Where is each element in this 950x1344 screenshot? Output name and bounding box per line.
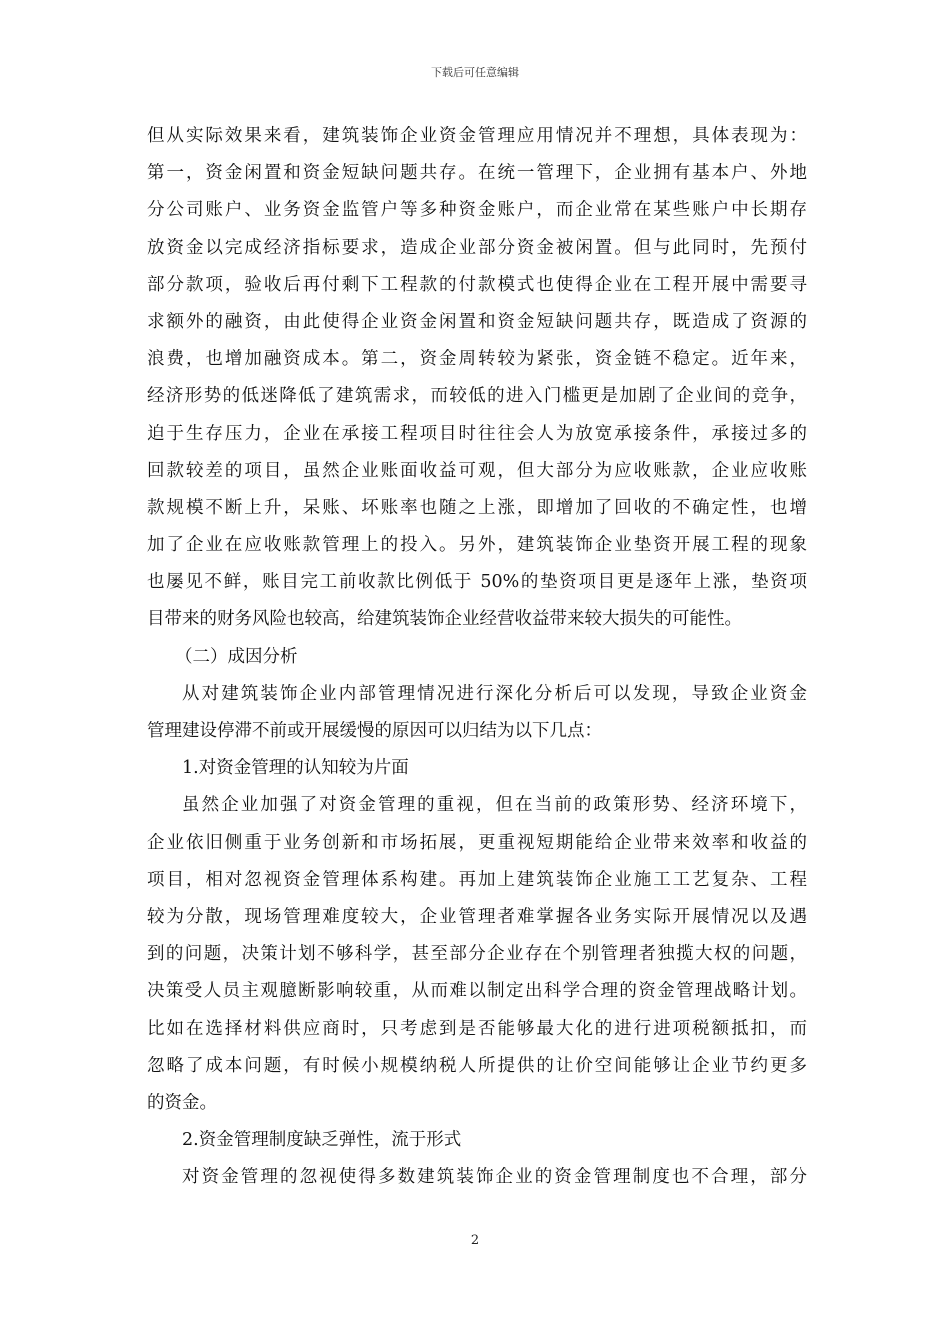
paragraph-line: 从对建筑装饰企业内部管理情况进行深化分析后可以发现，导致企业资金 (182, 683, 807, 704)
paragraph-line: 较为分散，现场管理难度较大，企业管理者难掌握各业务实际开展情况以及遇 (147, 906, 807, 927)
paragraph-line: 加了企业在应收账款管理上的投入。另外，建筑装饰企业垫资开展工程的现象 (147, 535, 807, 556)
subsection-heading: 2.资金管理制度缺乏弹性，流于形式 (182, 1130, 462, 1151)
paragraph-line: 求额外的融资，由此使得企业资金闲置和资金短缺问题共存，既造成了资源的 (147, 311, 807, 332)
paragraph-line: 虽然企业加强了对资金管理的重视，但在当前的政策形势、经济环境下， (182, 795, 807, 816)
paragraph-line: 比如在选择材料供应商时，只考虑到是否能够最大化的进行进项税额抵扣，而 (147, 1018, 807, 1039)
paragraph-line: 决策受人员主观臆断影响较重，从而难以制定出科学合理的资金管理战略计划。 (147, 981, 807, 1002)
paragraph-line: 经济形势的低迷降低了建筑需求，而较低的进入门槛更是加剧了企业间的竞争， (147, 386, 807, 407)
paragraph-line: 浪费，也增加融资成本。第二，资金周转较为紧张，资金链不稳定。近年来， (147, 349, 807, 370)
paragraph-line: 也屡见不鲜，账目完工前收款比例低于 50%的垫资项目更是逐年上涨，垫资项 (147, 572, 807, 593)
page-number: 2 (470, 1233, 480, 1248)
paragraph-line: 放资金以完成经济指标要求，造成企业部分资金被闲置。但与此同时，先预付 (147, 237, 807, 258)
paragraph-line: 第一，资金闲置和资金短缺问题共存。在统一管理下，企业拥有基本户、外地 (147, 163, 807, 184)
paragraph-line: 款规模不断上升，呆账、坏账率也随之上涨，即增加了回收的不确定性，也增 (147, 497, 807, 518)
body-text (147, 118, 807, 1196)
paragraph-line: 忽略了成本问题，有时候小规模纳税人所提供的让价空间能够让企业节约更多 (147, 1055, 807, 1076)
page-header: 下载后可任意编辑 (431, 66, 519, 79)
paragraph-line: 迫于生存压力，企业在承接工程项目时往往会人为放宽承接条件，承接过多的 (147, 423, 807, 444)
subsection-heading: 1.对资金管理的认知较为片面 (182, 758, 409, 779)
paragraph-line: 回款较差的项目，虽然企业账面收益可观，但大部分为应收账款，企业应收账 (147, 460, 807, 481)
paragraph-line: 管理建设停滞不前或开展缓慢的原因可以归结为以下几点： (147, 721, 602, 741)
paragraph-line: 但从实际效果来看，建筑装饰企业资金管理应用情况并不理想，具体表现为： (147, 126, 807, 146)
paragraph-line: 分公司账户、业务资金监管户等多种资金账户，而企业常在某些账户中长期存 (147, 200, 807, 221)
paragraph-line: 企业依旧侧重于业务创新和市场拓展，更重视短期能给企业带来效率和收益的 (147, 832, 807, 853)
paragraph-line: 的资金。 (147, 1092, 217, 1113)
paragraph-line: 对资金管理的忽视使得多数建筑装饰企业的资金管理制度也不合理，部分 (182, 1167, 807, 1188)
paragraph-line: 到的问题，决策计划不够科学，甚至部分企业存在个别管理者独揽大权的问题， (147, 944, 807, 965)
paragraph-line: 部分款项，验收后再付剩下工程款的付款模式也使得企业在工程开展中需要寻 (147, 274, 807, 295)
paragraph-line: 目带来的财务风险也较高，给建筑装饰企业经营收益带来较大损失的可能性。 (147, 609, 742, 630)
paragraph-line: 项目，相对忽视资金管理体系构建。再加上建筑装饰企业施工工艺复杂、工程 (147, 869, 807, 890)
section-heading: （二）成因分析 (175, 646, 298, 667)
